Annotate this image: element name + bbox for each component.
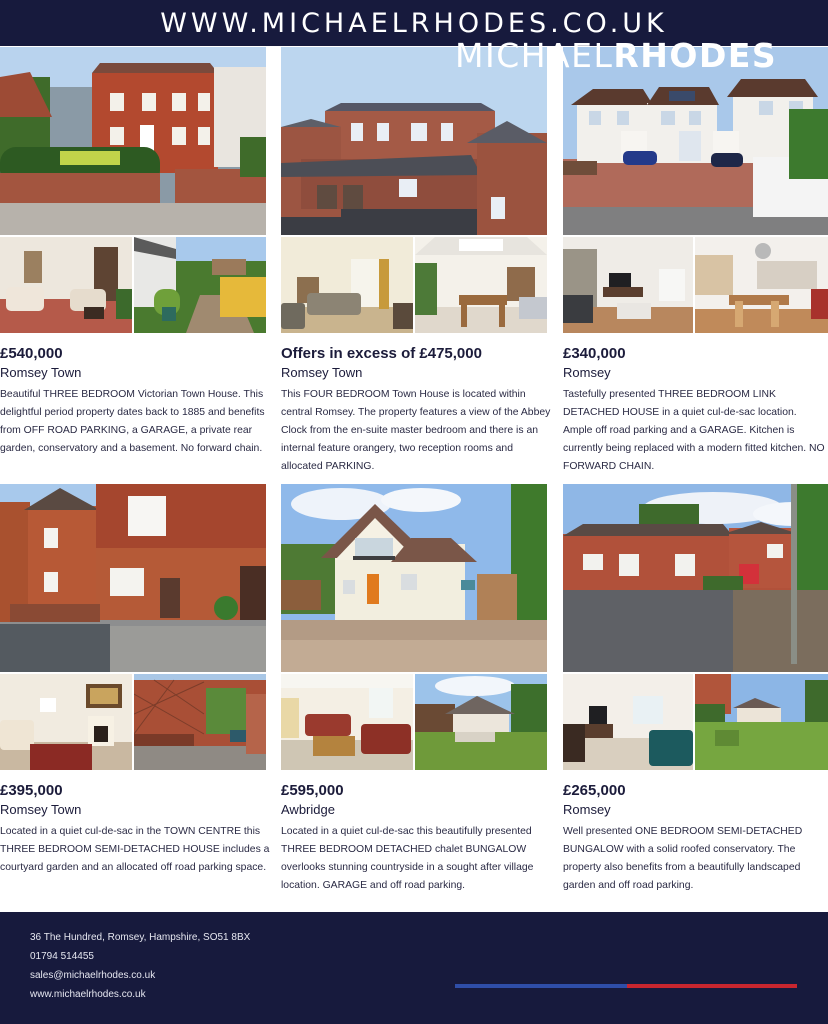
listing-2-lounge-photo[interactable]: [281, 237, 413, 333]
listing-5-lounge-photo[interactable]: [281, 674, 413, 770]
listing-1-description: Beautiful THREE BEDROOM Victorian Town House. This delightful period property dates back to 1885 and benefits from OFF ROAD PARKING, a GARAGE, a private rear garden, conservatory and a basement. No forward chain.: [0, 389, 265, 454]
listing-3-lounge-photo[interactable]: [563, 237, 693, 333]
logo-underline-red: [627, 984, 797, 988]
listing-5-main-photo[interactable]: [281, 484, 547, 672]
listing-1-main-photo[interactable]: [0, 47, 266, 235]
listing-3-kitchen-photo[interactable]: [695, 237, 828, 333]
listing-5-location: Awbridge: [281, 802, 335, 817]
michael-rhodes-logo: [455, 36, 777, 75]
listing-4-description: Located in a quiet cul-de-sac in the TOWN CENTRE this THREE BEDROOM SEMI-DETACHED HOUSE includes a courtyard garden and an allocated off road parking space.: [0, 826, 270, 873]
listing-4-location: Romsey Town: [0, 802, 82, 817]
listing-2-price: Offers in excess of £475,000: [281, 345, 482, 362]
listing-6-lounge-photo[interactable]: [563, 674, 693, 770]
listing-3-location: Romsey: [563, 365, 611, 380]
listing-2-description: This FOUR BEDROOM Town House is located within central Romsey. The property features a view of the Abbey Clock from the en-suite master bedroom and there is an internal feature orangery, two reception rooms and allocated PARKING.: [281, 389, 551, 472]
listing-4-main-photo[interactable]: [0, 484, 266, 672]
logo-underline-blue: [455, 984, 627, 988]
website-link[interactable]: www.michaelrhodes.co.uk: [30, 989, 146, 1000]
listing-1-price: £540,000: [0, 345, 63, 362]
listing-3-price: £340,000: [563, 345, 626, 362]
listing-2-main-photo[interactable]: [281, 47, 547, 235]
listing-2-location: Romsey Town: [281, 365, 363, 380]
listing-5-garden-photo[interactable]: [415, 674, 547, 770]
listing-1-lounge-photo[interactable]: [0, 237, 132, 333]
listing-4-lounge-photo[interactable]: [0, 674, 132, 770]
listing-2-orangery-photo[interactable]: [415, 237, 547, 333]
listing-3-description: Tastefully presented THREE BEDROOM LINK DETACHED HOUSE in a quiet cul-de-sac location. Ample off road parking and a GARAGE. Kitchen is currently being replaced with a modern fitted kitchen. NO FORWARD CHAIN.: [563, 389, 825, 472]
phone-number[interactable]: 01794 514455: [30, 951, 94, 962]
listing-1-location: Romsey Town: [0, 365, 82, 380]
listing-5-price: £595,000: [281, 782, 344, 799]
listing-1-garden-photo[interactable]: [134, 237, 266, 333]
listing-6-garden-photo[interactable]: [695, 674, 828, 770]
footer: [0, 912, 828, 1024]
listing-6-main-photo[interactable]: [563, 484, 828, 672]
listing-5-description: Located in a quiet cul-de-sac this beautifully presented THREE BEDROOM DETACHED chalet BUNGALOW overlooks stunning countryside in a sought after village location. GARAGE and off road parking.: [281, 826, 534, 891]
listing-6-location: Romsey: [563, 802, 611, 817]
website-url[interactable]: WWW.MICHAELRHODES.CO.UK: [160, 7, 668, 39]
listing-6-price: £265,000: [563, 782, 626, 799]
listing-4-price: £395,000: [0, 782, 63, 799]
listing-6-description: Well presented ONE BEDROOM SEMI-DETACHED BUNGALOW with a solid roofed conservatory. The property also benefits from a beautifully landscaped garden and off road parking.: [563, 826, 803, 891]
email-address[interactable]: sales@michaelrhodes.co.uk: [30, 970, 156, 981]
listing-4-courtyard-photo[interactable]: [134, 674, 266, 770]
contact-details: [30, 928, 250, 1004]
listing-3-main-photo[interactable]: [563, 47, 828, 235]
logo-word-michael: MICHAEL: [455, 36, 614, 75]
logo-word-rhodes: RHODES: [613, 36, 778, 75]
office-address: 36 The Hundred, Romsey, Hampshire, SO51 8BX: [30, 932, 251, 943]
